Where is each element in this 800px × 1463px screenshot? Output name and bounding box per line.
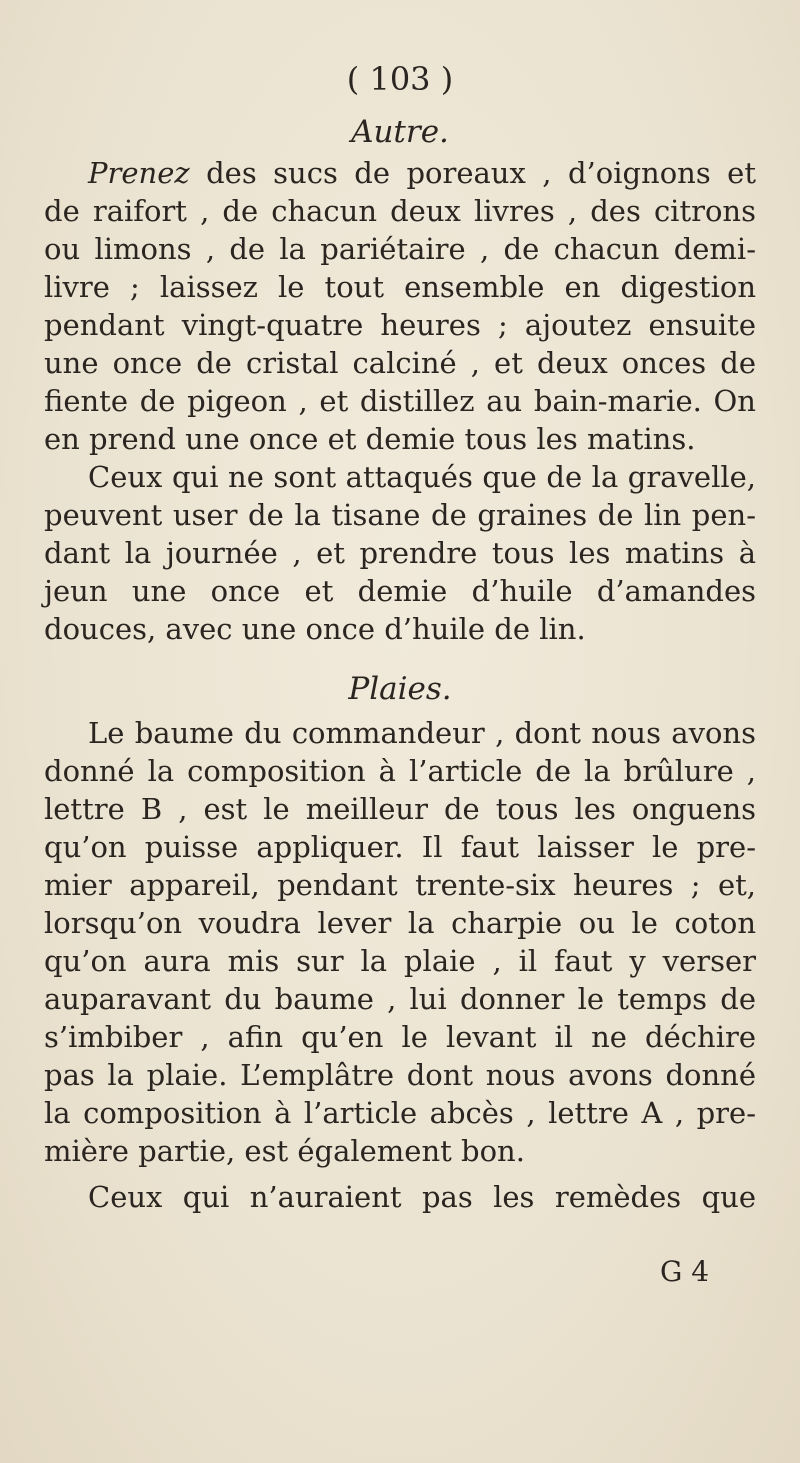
text-line: peuvent user de la tisane de graines de lin pen- (44, 498, 756, 532)
text-line: mière partie, est également bon. (44, 1134, 525, 1168)
text-line: la composition à l’article abcès , lettre A , pre- (44, 1096, 756, 1130)
text-line: douces, avec une once d’huile de lin. (44, 612, 586, 646)
text-line: une once de cristal calciné , et deux onces de (44, 346, 756, 380)
text-line: qu’on puisse appliquer. Il faut laisser le pre- (44, 830, 756, 864)
section-heading-plaies: Plaies. (348, 671, 452, 707)
text-line: pas la plaie. L’emplâtre dont nous avons donné (44, 1058, 756, 1092)
text-line: de raifort , de chacun deux livres , des citrons (44, 194, 756, 228)
text-line: lorsqu’on voudra lever la charpie ou le coton (44, 906, 756, 940)
text-line: en prend une once et demie tous les matins. (44, 422, 696, 456)
text-line (88, 154, 756, 192)
text-line: dant la journée , et prendre tous les matins à (44, 536, 756, 570)
section-heading-autre: Autre. (351, 114, 449, 150)
text-line: ou limons , de la pariétaire , de chacun demi- (44, 232, 756, 266)
text-line: auparavant du baume , lui donner le temps de (44, 982, 756, 1016)
page-number: ( 103 ) (346, 60, 454, 98)
text-line: mier appareil, pendant trente-six heures ; et, (44, 868, 756, 902)
first-word-prenez: Prenez (88, 156, 190, 190)
signature-mark: G 4 (660, 1255, 710, 1288)
text-line: donné la composition à l’article de la brûlure , (44, 754, 756, 788)
text-line: livre ; laissez le tout ensemble en digestion (44, 270, 756, 304)
text-line: qu’on aura mis sur la plaie , il faut y verser (44, 944, 756, 978)
text-line: lettre B , est le meilleur de tous les onguens (44, 792, 756, 826)
text-line: Le baume du commandeur , dont nous avons (88, 716, 756, 750)
text-line: Ceux qui ne sont attaqués que de la gravelle, (88, 460, 756, 494)
text-line: fiente de pigeon , et distillez au bain-marie. On (44, 384, 756, 418)
text-line: Ceux qui n’auraient pas les remèdes que (88, 1180, 756, 1214)
text-line: pendant vingt-quatre heures ; ajoutez ensuite (44, 308, 756, 342)
text-line: s’imbiber , afin qu’en le levant il ne déchire (44, 1020, 756, 1054)
text-line: jeun une once et demie d’huile d’amandes (44, 574, 756, 608)
text-line-rest: des sucs de poreaux , d’oignons et (189, 156, 756, 190)
